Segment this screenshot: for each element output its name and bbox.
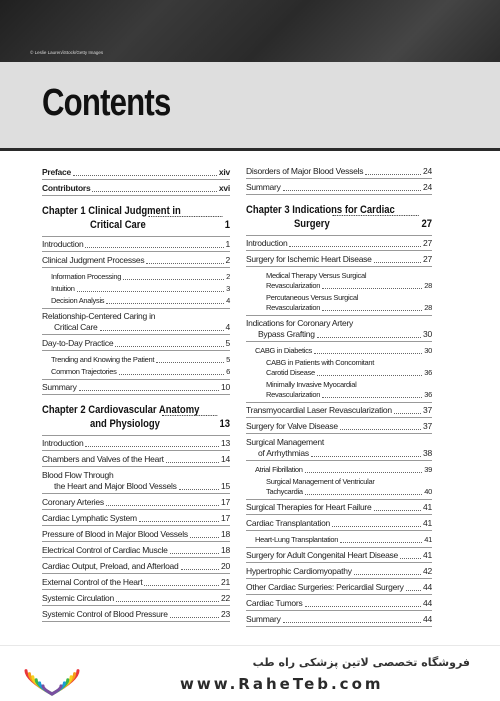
toc-entry-label: Information Processing: [51, 272, 122, 281]
toc-entry-page: 37: [423, 421, 432, 431]
right-item-10[interactable]: [266, 389, 432, 400]
toc-divider: [246, 626, 432, 627]
toc-entry-page: 21: [221, 577, 230, 587]
toc-entry-label: Revascularization: [266, 281, 321, 290]
toc-divider: [42, 525, 230, 526]
toc-entry-page: 6: [226, 367, 230, 376]
right-item-20[interactable]: [246, 566, 432, 577]
photo-credit: © Leslie Lauren/iStock/Getty Images: [30, 50, 104, 55]
toc-entry-label: Clinical Judgment Processes: [42, 255, 145, 265]
toc-divider: [42, 557, 230, 558]
toc-entry-label: Introduction: [246, 238, 288, 248]
toc-divider: [42, 179, 230, 180]
toc-dot-leader: [317, 337, 421, 338]
toc-entry-page: xvi: [218, 183, 230, 193]
toc-entry-label: Surgery for Valve Disease: [246, 421, 338, 431]
left-item-18[interactable]: [42, 513, 230, 524]
toc-divider: [42, 493, 230, 494]
toc-entry-page: 4: [225, 322, 230, 332]
toc-dot-leader: [322, 288, 422, 289]
toc-divider: [246, 433, 432, 434]
toc-entry-label: Transmyocardial Laser Revascularization: [246, 405, 392, 415]
toc-entry-page: 18: [221, 545, 230, 555]
toc-entry-page: 13: [221, 438, 230, 448]
toc-entry-page: 27: [423, 238, 432, 248]
left-item-21[interactable]: [42, 561, 230, 572]
left-item-14[interactable]: [42, 438, 230, 449]
toc-divider: [246, 315, 432, 316]
left-item-9[interactable]: [42, 338, 230, 349]
left-item-0[interactable]: [42, 167, 230, 178]
toc-entry-label: Day-to-Day Practice: [42, 338, 114, 348]
toc-entry-label: Tachycardia: [266, 487, 303, 496]
left-item-22[interactable]: [42, 577, 230, 588]
toc-dot-leader: [181, 569, 220, 570]
toc-entry-page: 41: [423, 550, 432, 560]
toc-entry-page: 44: [423, 614, 432, 624]
toc-entry-label: Chambers and Valves of the Heart: [42, 454, 164, 464]
toc-entry-label: Introduction: [42, 239, 84, 249]
toc-entry-label: Other Cardiac Surgeries: Pericardial Surgery: [246, 582, 404, 592]
right-item-17[interactable]: [246, 518, 432, 529]
toc-dot-leader: [322, 397, 422, 398]
toc-dot-leader: [289, 246, 421, 247]
toc-entry-label: Critical Care: [54, 322, 98, 332]
toc-dot-leader: [311, 456, 421, 457]
toc-entry-label: Cardiac Transplantation: [246, 518, 331, 528]
toc-entry-label: Surgical Management of Ventricular: [266, 477, 375, 486]
toc-divider: [42, 236, 230, 237]
toc-entry-page: 41: [423, 518, 432, 528]
right-item-18[interactable]: [255, 534, 432, 545]
toc-entry-label: Minimally Invasive Myocardial: [266, 380, 357, 389]
toc-entry-page: 20: [221, 561, 230, 571]
right-item-7[interactable]: [258, 329, 432, 340]
toc-dot-leader: [146, 263, 223, 264]
toc-entry-page: 42: [423, 566, 432, 576]
toc-divider: [42, 334, 230, 335]
toc-entry-page: 40: [424, 487, 432, 496]
toc-dot-leader: [119, 374, 225, 375]
toc-entry-page: 2: [225, 255, 230, 265]
toc-dot-leader: [314, 353, 422, 354]
right-item-1[interactable]: [246, 182, 432, 193]
toc-divider: [246, 562, 432, 563]
toc-divider: [42, 466, 230, 467]
left-item-4[interactable]: [42, 255, 230, 266]
right-item-13[interactable]: [258, 448, 432, 459]
toc-divider: [246, 417, 432, 418]
toc-divider: [42, 509, 230, 510]
toc-dot-leader: [374, 262, 421, 263]
toc-dot-leader: [340, 429, 421, 430]
toc-entry-label: Blood Flow Through: [42, 470, 114, 480]
toc-divider: [246, 194, 432, 195]
toc-dot-leader: [340, 542, 422, 543]
toc-entry-page: 36: [424, 368, 432, 377]
chapter-title: Critical Care: [90, 219, 146, 231]
right-item-12[interactable]: [246, 421, 432, 432]
toc-entry-page: xiv: [218, 167, 230, 177]
left-item-23[interactable]: [42, 593, 230, 604]
right-item-6[interactable]: [266, 302, 432, 313]
toc-dot-leader: [354, 574, 421, 575]
toc-entry-label: Percutaneous Versus Surgical: [266, 293, 359, 302]
right-item-21[interactable]: [246, 582, 432, 593]
toc-entry-page: 14: [221, 454, 230, 464]
toc-dot-leader: [305, 606, 422, 607]
chapter-heading-line1: Chapter 3 Indications for Cardiac: [246, 204, 395, 216]
toc-dot-leader: [283, 190, 421, 191]
toc-entry-page: 15: [221, 481, 230, 491]
chapter-heading-line1: Chapter 2 Cardiovascular Anatomy: [42, 404, 200, 416]
left-item-11[interactable]: [51, 366, 230, 377]
right-item-8[interactable]: [255, 345, 432, 356]
toc-divider: [246, 610, 432, 611]
toc-entry-page: 24: [423, 166, 432, 176]
toc-divider: [42, 350, 230, 351]
right-item-23[interactable]: [246, 614, 432, 625]
footer-store-name: فروشگاه تخصصی لاتین پزشکی راه طب: [252, 656, 470, 669]
right-item-19[interactable]: [246, 550, 432, 561]
toc-dot-leader: [116, 601, 219, 602]
toc-entry-label: Carotid Disease: [266, 368, 315, 377]
toc-entry-label: the Heart and Major Blood Vessels: [54, 481, 177, 491]
toc-divider: [42, 450, 230, 451]
toc-entry-label: Revascularization: [266, 303, 321, 312]
toc-dot-leader: [156, 362, 224, 363]
toc-entry-page: 39: [424, 465, 432, 474]
toc-dot-leader: [123, 279, 224, 280]
toc-entry-page: 10: [221, 382, 230, 392]
toc-dot-leader: [374, 510, 422, 511]
toc-divider: [42, 621, 230, 622]
toc-entry-label: Heart-Lung Transplantation: [255, 535, 339, 544]
toc-entry-page: 37: [423, 405, 432, 415]
toc-dot-leader: [85, 247, 223, 248]
left-item-19[interactable]: [42, 529, 230, 540]
toc-dot-leader: [170, 617, 219, 618]
toc-entry-label: Surgical Management: [246, 437, 324, 447]
toc-entry-label: Indications for Coronary Artery: [246, 318, 354, 328]
left-item-15[interactable]: [42, 454, 230, 465]
toc-entry-page: 41: [424, 535, 432, 544]
right-item-15[interactable]: [266, 486, 432, 497]
toc-entry-label: Intuition: [51, 284, 75, 293]
footer-url[interactable]: www.RaheTeb.com: [180, 675, 384, 693]
toc-divider: [42, 251, 230, 252]
toc-dot-leader: [400, 558, 421, 559]
toc-divider: [42, 379, 230, 380]
toc-entry-page: 44: [423, 598, 432, 608]
toc-dot-leader: [179, 489, 219, 490]
open-book-rainbow-icon: [24, 660, 80, 698]
toc-entry-page: 18: [221, 529, 230, 539]
toc-entry-label: Medical Therapy Versus Surgical: [266, 271, 367, 280]
toc-entry-page: 4: [226, 296, 230, 305]
toc-dot-leader: [305, 472, 423, 473]
toc-entry-page: 28: [424, 303, 432, 312]
chapter-page: 13: [219, 418, 230, 430]
toc-entry-label: CABG in Diabetics: [255, 346, 313, 355]
toc-divider: [42, 267, 230, 268]
right-item-5[interactable]: [266, 280, 432, 291]
toc-entry-page: 17: [221, 497, 230, 507]
toc-dot-leader: [100, 330, 224, 331]
toc-dot-leader: [166, 462, 219, 463]
left-item-12[interactable]: [42, 382, 230, 393]
right-item-22[interactable]: [246, 598, 432, 609]
toc-entry-page: 30: [424, 346, 432, 355]
toc-entry-label: CABG in Patients with Concomitant: [266, 358, 375, 367]
toc-dot-leader: [332, 526, 421, 527]
left-item-7[interactable]: [51, 295, 230, 306]
toc-dot-leader: [365, 174, 421, 175]
toc-dot-leader: [394, 413, 421, 414]
left-item-24[interactable]: [42, 609, 230, 620]
toc-divider: [42, 394, 230, 395]
toc-entry-label: Hypertrophic Cardiomyopathy: [246, 566, 352, 576]
right-item-3[interactable]: [246, 238, 432, 249]
logo-stripe-right: [52, 686, 61, 694]
toc-entry-label: Electrical Control of Cardiac Muscle: [42, 545, 168, 555]
left-item-20[interactable]: [42, 545, 230, 556]
toc-entry-page: 2: [226, 272, 230, 281]
toc-entry-label: Preface: [42, 167, 71, 177]
toc-dot-leader: [77, 291, 225, 292]
chapter-title: Surgery: [294, 218, 330, 230]
toc-dot-leader: [144, 585, 219, 586]
toc-entry-page: 17: [221, 513, 230, 523]
toc-entry-page: 27: [423, 254, 432, 264]
toc-entry-page: 5: [226, 355, 230, 364]
toc-entry-page: 38: [423, 448, 432, 458]
toc-entry-label: Cardiac Lymphatic System: [42, 513, 137, 523]
toc-entry-label: Summary: [42, 382, 77, 392]
toc-dot-leader: [139, 521, 219, 522]
chapter-dot-leader: [332, 215, 419, 216]
toc-divider: [42, 589, 230, 590]
toc-dot-leader: [283, 622, 421, 623]
toc-entry-page: 22: [221, 593, 230, 603]
right-item-9[interactable]: [266, 367, 432, 378]
toc-dot-leader: [106, 505, 219, 506]
toc-entry-page: 1: [225, 239, 230, 249]
toc-entry-page: 3: [226, 284, 230, 293]
toc-entry-label: Bypass Grafting: [258, 329, 315, 339]
left-item-3[interactable]: [42, 239, 230, 250]
chapter-title: and Physiology: [90, 418, 160, 430]
toc-divider: [42, 573, 230, 574]
toc-entry-label: Atrial Fibrillation: [255, 465, 303, 474]
header-rule: [0, 148, 500, 151]
right-item-0[interactable]: [246, 166, 432, 177]
toc-entry-label: Systemic Circulation: [42, 593, 114, 603]
toc-entry-label: Summary: [246, 182, 281, 192]
toc-dot-leader: [79, 390, 219, 391]
toc-dot-leader: [106, 303, 224, 304]
toc-entry-label: Cardiac Output, Preload, and Afterload: [42, 561, 179, 571]
right-item-4[interactable]: [246, 254, 432, 265]
left-item-1[interactable]: [42, 183, 230, 194]
toc-entry-page: 44: [423, 582, 432, 592]
toc-divider: [246, 341, 432, 342]
toc-entry-label: Trending and Knowing the Patient: [51, 355, 155, 364]
toc-divider: [246, 578, 432, 579]
right-item-16[interactable]: [246, 502, 432, 513]
left-item-17[interactable]: [42, 497, 230, 508]
toc-entry-label: of Arrhythmias: [258, 448, 309, 458]
chapter-page: 27: [421, 218, 432, 230]
toc-entry-label: Decision Analysis: [51, 296, 105, 305]
toc-entry-page: 30: [423, 329, 432, 339]
page-title: Contents: [42, 82, 171, 124]
left-item-10[interactable]: [51, 354, 230, 365]
toc-dot-leader: [115, 346, 223, 347]
chapter-heading-line1: Chapter 1 Clinical Judgment in: [42, 205, 181, 217]
toc-divider: [246, 460, 432, 461]
left-item-16[interactable]: [54, 481, 230, 492]
toc-entry-page: 5: [225, 338, 230, 348]
toc-entry-label: Systemic Control of Blood Pressure: [42, 609, 168, 619]
toc-divider: [246, 266, 432, 267]
toc-entry-label: Pressure of Blood in Major Blood Vessels: [42, 529, 188, 539]
toc-entry-label: Disorders of Major Blood Vessels: [246, 166, 364, 176]
toc-entry-page: 36: [424, 390, 432, 399]
toc-entry-label: Relationship-Centered Caring in: [42, 311, 156, 321]
toc-dot-leader: [305, 494, 423, 495]
chapter-page: 1: [224, 219, 230, 231]
chapter-dot-leader: [162, 415, 216, 416]
toc-divider: [246, 530, 432, 531]
toc-divider: [246, 402, 432, 403]
logo-stripe-left: [43, 686, 52, 694]
toc-dot-leader: [406, 590, 421, 591]
toc-dot-leader: [85, 446, 219, 447]
toc-entry-label: Cardiac Tumors: [246, 598, 303, 608]
toc-divider: [246, 250, 432, 251]
toc-entry-label: Surgery for Adult Congenital Heart Disease: [246, 550, 399, 560]
toc-divider: [246, 235, 432, 236]
chapter-dot-leader: [148, 216, 222, 217]
toc-divider: [246, 514, 432, 515]
toc-divider: [246, 547, 432, 548]
toc-entry-page: 28: [424, 281, 432, 290]
right-item-14[interactable]: [255, 464, 432, 475]
left-item-8[interactable]: [54, 322, 230, 333]
toc-dot-leader: [322, 310, 422, 311]
toc-divider: [42, 195, 230, 196]
toc-divider: [42, 605, 230, 606]
toc-dot-leader: [92, 191, 216, 192]
toc-dot-leader: [170, 553, 219, 554]
toc-entry-label: Surgical Therapies for Heart Failure: [246, 502, 372, 512]
toc-entry-label: Surgery for Ischemic Heart Disease: [246, 254, 372, 264]
toc-dot-leader: [73, 175, 217, 176]
toc-entry-label: Common Trajectories: [51, 367, 117, 376]
toc-entry-label: External Control of the Heart: [42, 577, 143, 587]
toc-divider: [42, 435, 230, 436]
toc-entry-page: 41: [423, 502, 432, 512]
toc-divider: [246, 594, 432, 595]
toc-dot-leader: [190, 537, 219, 538]
toc-entry-label: Contributors: [42, 183, 91, 193]
toc-entry-label: Introduction: [42, 438, 84, 448]
left-item-5[interactable]: [51, 271, 230, 282]
toc-entry-label: Revascularization: [266, 390, 321, 399]
toc-entry-label: Summary: [246, 614, 281, 624]
toc-divider: [42, 308, 230, 309]
left-item-6[interactable]: [51, 283, 230, 294]
toc-divider: [42, 541, 230, 542]
toc-divider: [246, 499, 432, 500]
toc-entry-page: 23: [221, 609, 230, 619]
toc-dot-leader: [317, 375, 422, 376]
right-item-11[interactable]: [246, 405, 432, 416]
toc-entry-page: 24: [423, 182, 432, 192]
toc-entry-label: Coronary Arteries: [42, 497, 104, 507]
toc-divider: [246, 178, 432, 179]
